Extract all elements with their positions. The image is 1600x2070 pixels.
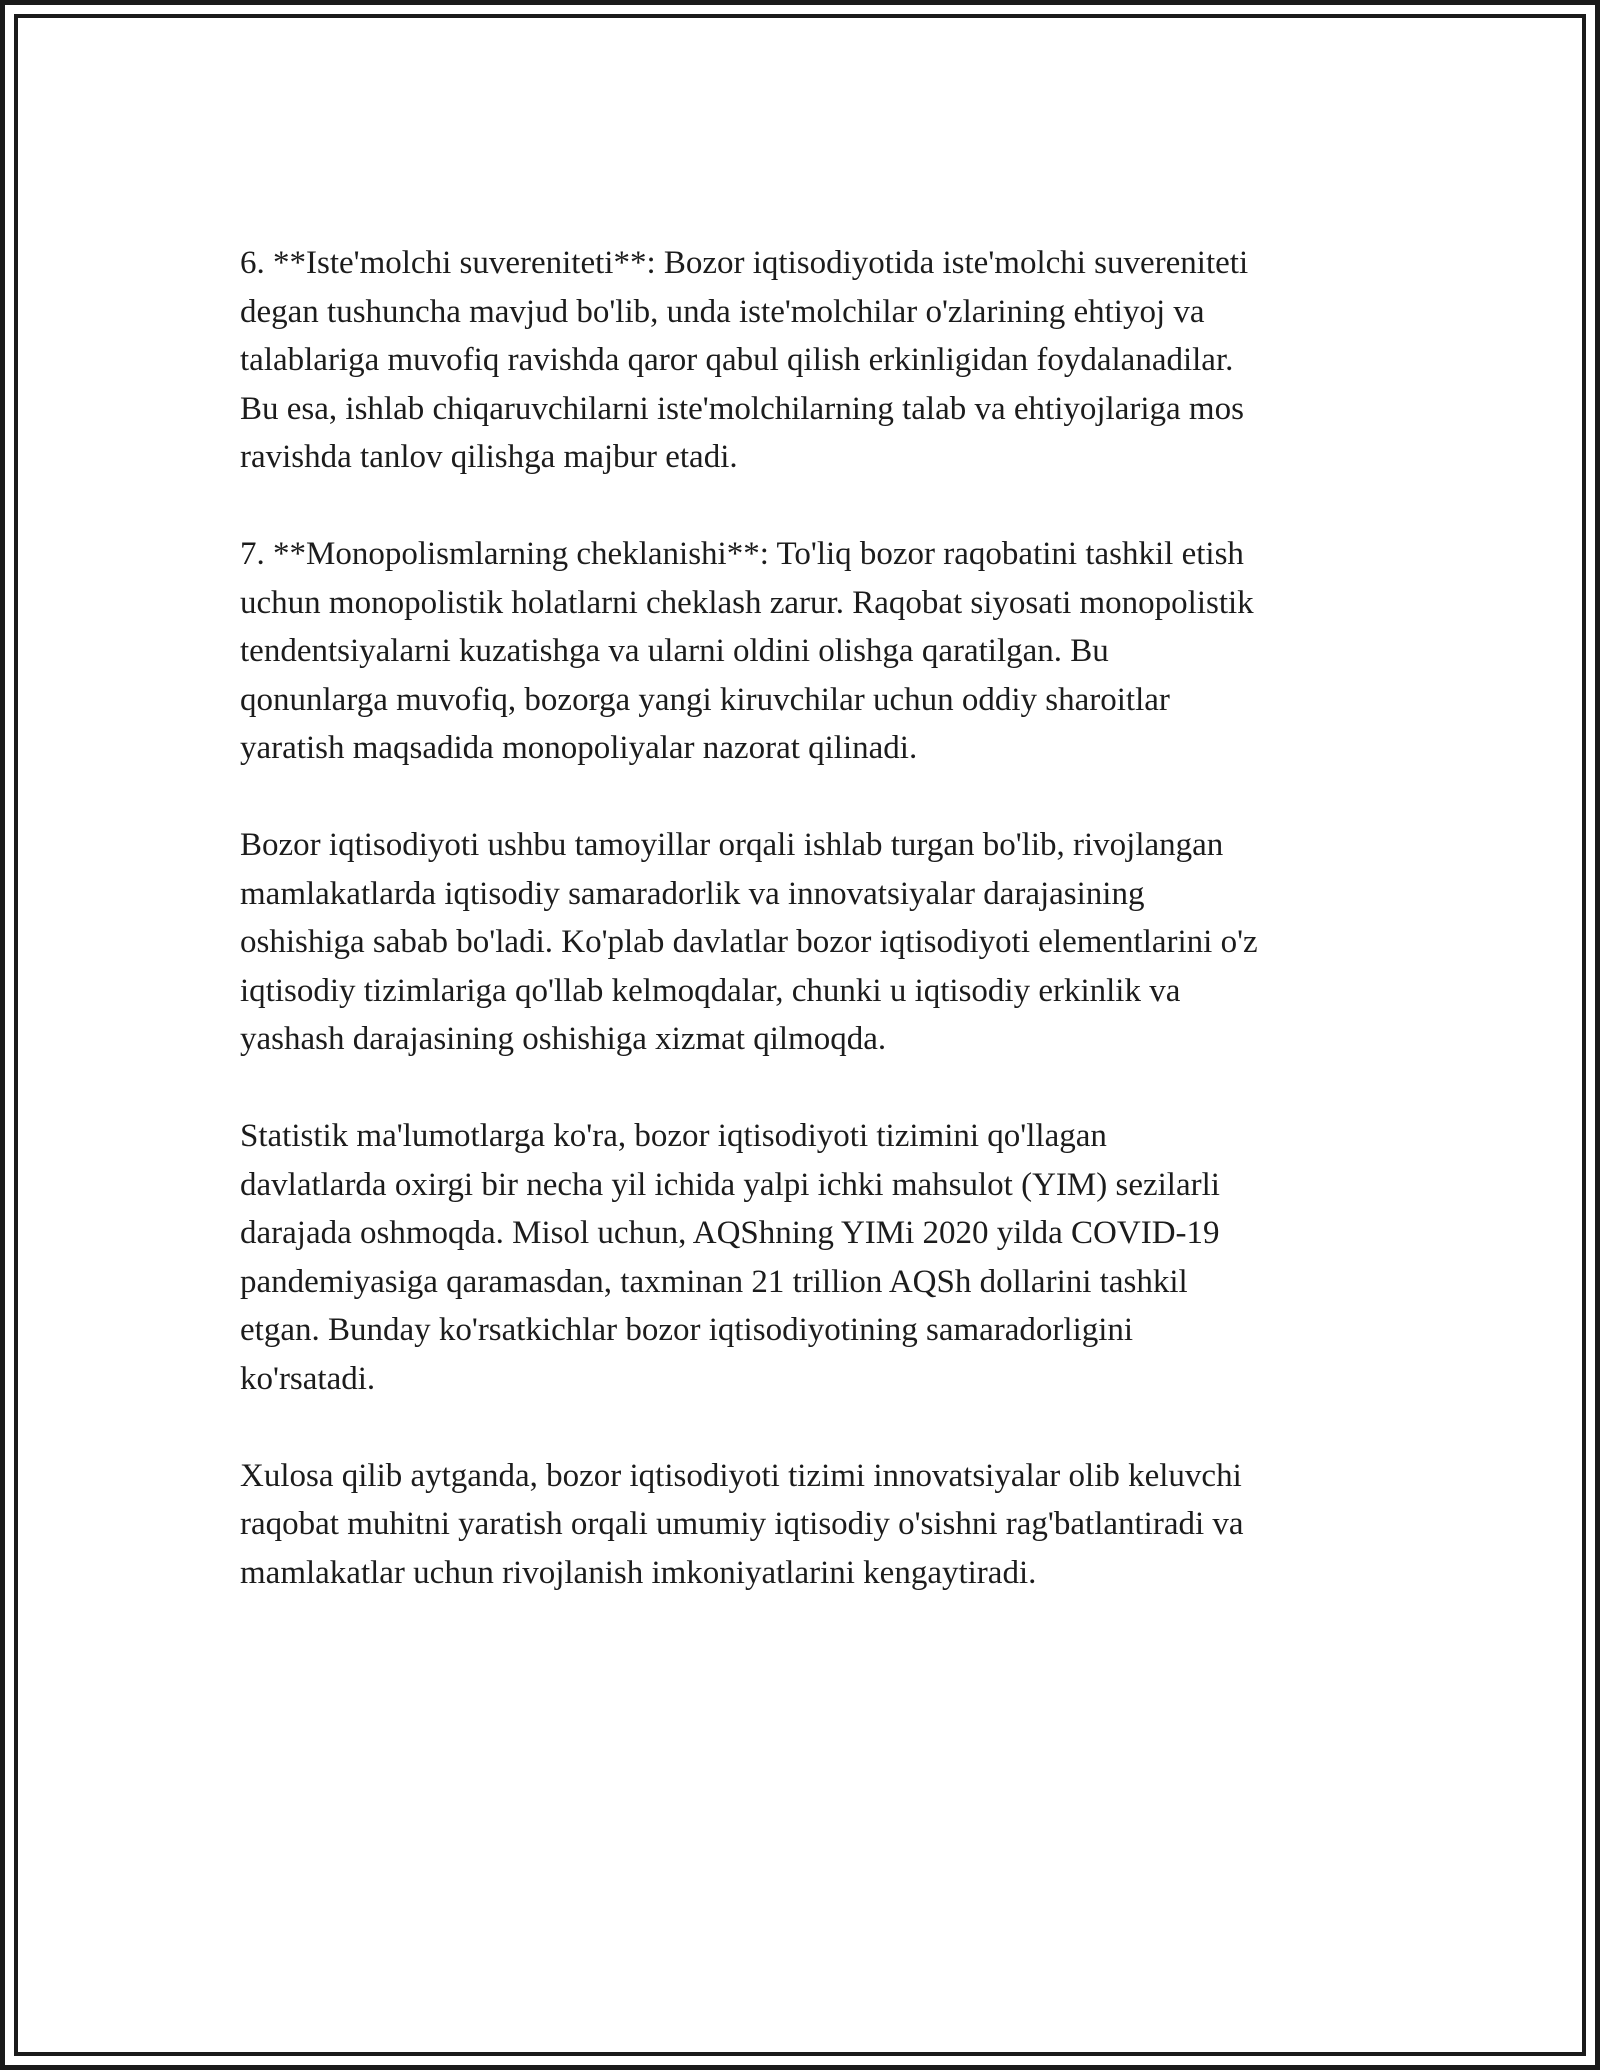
paragraph-line: davlatlarda oxirgi bir necha yil ichida yalpi ichki mahsulot (YIM) sezilarli xyxy=(240,1166,1220,1203)
paragraph-line: Bu esa, ishlab chiqaruvchilarni iste'molchilarning talab va ehtiyojlariga mos xyxy=(240,390,1244,427)
paragraph-conclusion xyxy=(240,1452,1410,1598)
paragraph-statistics xyxy=(240,1112,1410,1403)
paragraph-line: talablariga muvofiq ravishda qaror qabul qilish erkinligidan foydalanadilar. xyxy=(240,342,1234,378)
paragraph-line: mamlakatlar uchun rivojlanish imkoniyatlarini kengaytiradi. xyxy=(240,1554,1037,1591)
paragraph-line: qonunlarga muvofiq, bozorga yangi kiruvchilar uchun oddiy sharoitlar xyxy=(240,681,1170,718)
paragraph-line: yashash darajasining oshishiga xizmat qilmoqda. xyxy=(240,1021,887,1057)
paragraph-line: Xulosa qilib aytganda, bozor iqtisodiyoti tizimi innovatsiyalar olib keluvchi xyxy=(240,1457,1242,1494)
paragraph-line: ko'rsatadi. xyxy=(240,1360,376,1397)
paragraph-line: tendentsiyalarni kuzatishga va ularni oldini olishga qaratilgan. Bu xyxy=(240,633,1109,669)
paragraph-monopoly-limitation xyxy=(240,530,1410,773)
paragraph-line: pandemiyasiga qaramasdan, taxminan 21 trillion AQSh dollarini tashkil xyxy=(240,1263,1188,1300)
paragraph-line: degan tushuncha mavjud bo'lib, unda iste'molchilar o'zlarining ehtiyoj va xyxy=(240,293,1205,330)
document-body xyxy=(240,239,1410,1646)
paragraph-line: raqobat muhitni yaratish orqali umumiy iqtisodiy o'sishni rag'batlantiradi va xyxy=(240,1506,1244,1542)
paragraph-line: Statistik ma'lumotlarga ko'ra, bozor iqtisodiyoti tizimini qo'llagan xyxy=(240,1118,1107,1154)
paragraph-line: mamlakatlarda iqtisodiy samaradorlik va innovatsiyalar darajasining xyxy=(240,875,1145,912)
paragraph-line: Bozor iqtisodiyoti ushbu tamoyillar orqali ishlab turgan bo'lib, rivojlangan xyxy=(240,827,1224,863)
paragraph-line: uchun monopolistik holatlarni cheklash zarur. Raqobat siyosati monopolistik xyxy=(240,584,1254,621)
paragraph-line: etgan. Bunday ko'rsatkichlar bozor iqtisodiyotining samaradorligini xyxy=(240,1312,1134,1348)
paragraph-line: darajada oshmoqda. Misol uchun, AQShning YIMi 2020 yilda COVID-19 xyxy=(240,1215,1220,1251)
paragraph-consumer-sovereignty xyxy=(240,239,1410,482)
paragraph-line: 7. **Monopolismlarning cheklanishi**: To'liq bozor raqobatini tashkil etish xyxy=(240,536,1244,572)
paragraph-line: iqtisodiy tizimlariga qo'llab kelmoqdalar, chunki u iqtisodiy erkinlik va xyxy=(240,972,1181,1009)
paragraph-line: oshishiga sabab bo'ladi. Ko'plab davlatlar bozor iqtisodiyoti elementlarini o'z xyxy=(240,924,1258,960)
paragraph-line: ravishda tanlov qilishga majbur etadi. xyxy=(240,439,738,475)
paragraph-line: 6. **Iste'molchi suvereniteti**: Bozor iqtisodiyotida iste'molchi suvereniteti xyxy=(240,245,1249,281)
paragraph-market-principles xyxy=(240,821,1410,1064)
paragraph-line: yaratish maqsadida monopoliyalar nazorat qilinadi. xyxy=(240,730,918,766)
